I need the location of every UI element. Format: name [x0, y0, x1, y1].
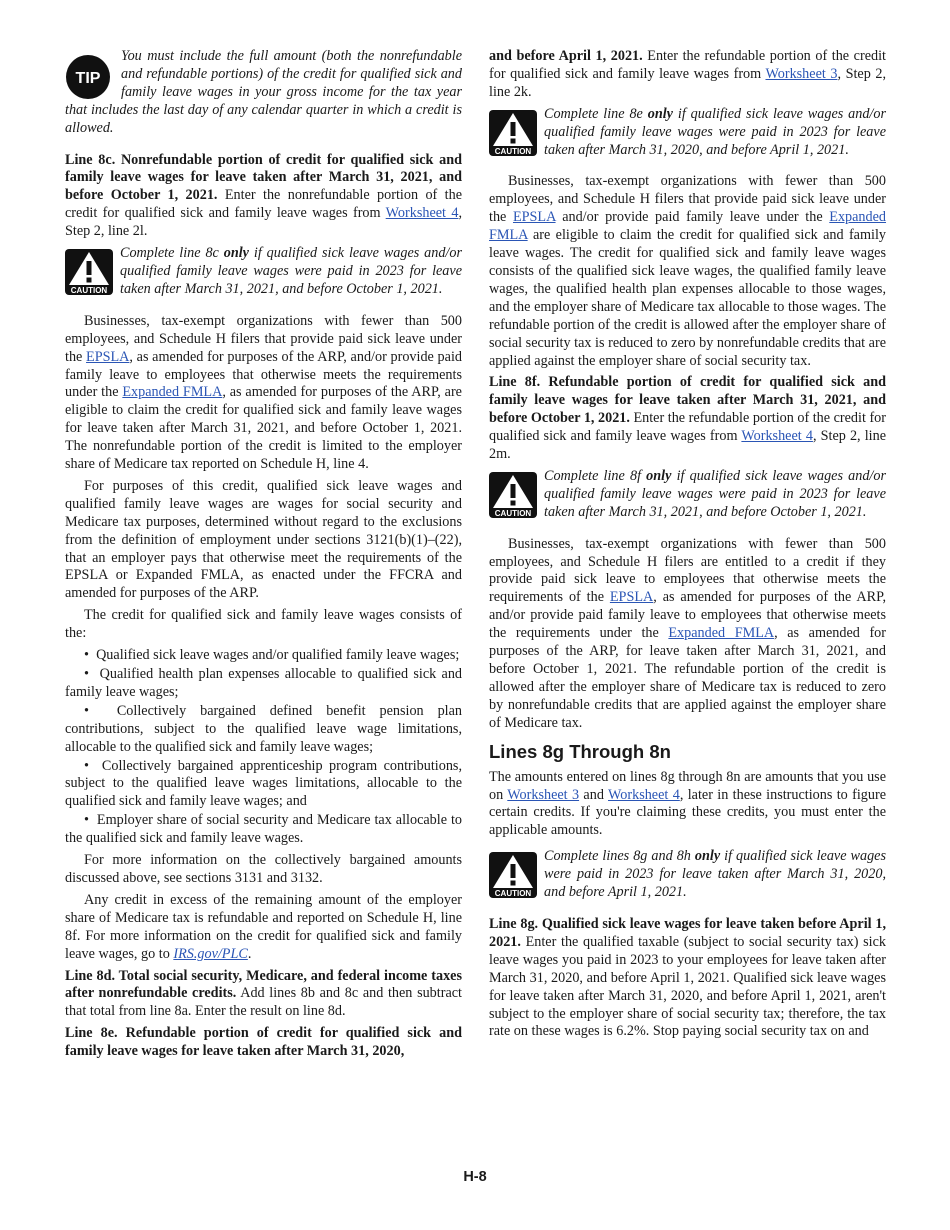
- caution-note-8c: CAUTION Complete line 8c only if qualified sick leave wages and/or qualified family leave wages were paid in 2023 for leave taken after March 31, 2021, and before October 1, 2021.: [65, 245, 462, 305]
- caution-icon: [65, 249, 113, 295]
- caution-note-8e: CAUTION Complete line 8e only if qualified sick leave wages and/or qualified family leave wages were paid in 2023 for leave taken after March 31, 2020, and before April 1, 2021.: [489, 106, 886, 166]
- expanded-fmla-link[interactable]: Expanded FMLA: [489, 209, 887, 244]
- list-item: • Qualified health plan expenses allocable to qualified sick and family leave wages;: [65, 666, 463, 700]
- caution-note-8g: CAUTION Complete lines 8g and 8h only if qualified sick leave wages were paid in 2023 for leave taken after March 31, 2020, and before April 1, 2021.: [489, 848, 886, 908]
- eligibility-paragraph: Businesses, tax-exempt organizations with fewer than 500 employees, and Schedule H filers that provide paid sick leave under the EPSLA, as amended for purposes of the ARP, and/or provide paid family leave to employees that otherwise meets the requirements under the Expanded FMLA, as amended for purposes of the ARP, are eligible to claim the credit for qualified sick and family leave wages for leave taken after March 31, 2021, and before October 1, 2021. The nonrefundable portion of the credit is limited to the employer share of Medicare tax reported on Schedule H, line 4.: [65, 312, 462, 473]
- purposes-paragraph: For purposes of this credit, qualified sick leave wages and qualified family leave wages are wages for social security and Medicare tax purposes, determined without regard to the exclusions from the definition of employment under sections 3121(b)(1)–(22), that an employer pays that otherwise meet the requirements of the EPSLA or Expanded FMLA, as enacted under the FFCRA and amended for purposes of the ARP.: [65, 477, 462, 602]
- worksheet-3-link[interactable]: Worksheet 3: [765, 65, 838, 82]
- caution-icon: [489, 110, 537, 156]
- tip-icon: [65, 54, 111, 100]
- worksheet-4-link[interactable]: Worksheet 4: [385, 205, 459, 222]
- eligibility-paragraph-8e: Businesses, tax-exempt organizations with fewer than 500 employees, and Schedule H filers that provide paid sick leave under the EPSLA and/or provide paid family leave under the Expanded FMLA are eligible to claim the credit for qualified sick and family leave wages. The credit for qualified sick and family leave wages consists of the qualified sick leave wages, the qualified family leave wages, the qualified health plan expenses allocable to those wages, and the employer share of Medicare tax allocable to those wages. The refundable portion of the credit is allowed after the employer share of social security tax is reduced to zero by nonrefundable credits that are applied against the employer share of social security tax.: [489, 173, 887, 369]
- tip-text: You must include the full amount (both the nonrefundable and refundable portions) of the credit for qualified sick and family leave wages in your gross income for the tax year that includes the last day of any calendar quarter in which a credit is allowed.: [65, 48, 462, 136]
- worksheet-4-link[interactable]: Worksheet 4: [741, 428, 813, 445]
- entitlement-paragraph-8f: Businesses, tax-exempt organizations with fewer than 500 employees, and Schedule H filers are entitled to a credit if they provide paid sick leave to employees that otherwise meets the requirements of the EPSLA, as amended for purposes of the ARP, and/or provide paid family leave to employees that otherwise meets the requirements under the Expanded FMLA, as amended for purposes of the ARP, for leave taken after March 31, 2021, and before October 1, 2021. The refundable portion of the credit is allowed after the employer share of Medicare tax is reduced to zero by nonrefundable credits that are applied against the employer share of Medicare tax.: [489, 535, 886, 731]
- epsla-link[interactable]: EPSLA: [512, 209, 556, 226]
- list-item: • Collectively bargained apprenticeship program contributions, subject to the qualified leave wages limitations, allocable to the qualified sick and family leave wages; and: [65, 757, 463, 810]
- svg-text:CAUTION: CAUTION: [494, 146, 532, 156]
- line-8c-heading: Line 8c. Nonrefundable portion of credit for qualified sick and family leave wages for leave taken after March 31, 2021, and before October 1, 2021.: [65, 151, 462, 204]
- list-item: • Collectively bargained defined benefit pension plan contributions, subject to the qualified leave wage limitations, allocable to the qualified sick and family leave wages;: [65, 702, 463, 755]
- epsla-link[interactable]: EPSLA: [86, 348, 130, 365]
- line-8e-heading: Line 8e. Refundable portion of credit for qualified sick and family leave wages for leave taken after March 31, 2020,: [65, 1025, 462, 1060]
- consists-paragraph: The credit for qualified sick and family leave wages consists of the:: [65, 607, 462, 642]
- expanded-fmla-link[interactable]: Expanded FMLA: [668, 625, 775, 642]
- excess-credit-paragraph: Any credit in excess of the remaining amount of the employer share of Medicare tax is refundable and reported on Schedule H, line 8f. For more information on the credit for qualified sick and family leave wages, go to IRS.gov/PLC.: [65, 891, 462, 962]
- left-column: [65, 48, 462, 1065]
- right-column: [489, 48, 886, 1045]
- line-8d-paragraph: Line 8d. Total social security, Medicare, and federal income taxes after nonrefundable credits. Add lines 8b and 8c and then subtract that total from line 8a. Enter the result on line 8d.: [65, 967, 462, 1020]
- list-item: • Qualified sick leave wages and/or qualified family leave wages;: [84, 647, 460, 664]
- section-heading: Lines 8g Through 8n: [489, 740, 671, 762]
- list-item: • Employer share of social security and Medicare tax allocable to the qualified sick and family leave wages.: [65, 812, 462, 847]
- caution-icon: [489, 472, 537, 518]
- caution-icon: [489, 852, 537, 898]
- epsla-link[interactable]: EPSLA: [609, 589, 654, 606]
- line-8c-paragraph: Line 8c. Nonrefundable portion of credit for qualified sick and family leave wages for leave taken after March 31, 2021, and before October 1, 2021. Enter the nonrefundable portion of the credit for qualified sick and family leave wages from Worksheet 4, Step 2, line 2l.: [65, 151, 462, 240]
- worksheet-3-link[interactable]: Worksheet 3: [507, 786, 580, 803]
- caution-note-8f: CAUTION Complete line 8f only if qualified sick leave wages and/or qualified family leave wages were paid in 2023 for leave taken after March 31, 2021, and before October 1, 2021.: [489, 468, 886, 528]
- worksheet-4-link[interactable]: Worksheet 4: [608, 786, 680, 803]
- page-number: H-8: [463, 1169, 487, 1185]
- line-8g-paragraph: Line 8g. Qualified sick leave wages for leave taken before April 1, 2021. Enter the qualified taxable (subject to social security tax) sick leave wages you paid in 2023 to your employees for leave taken after March 31, 2020, and before April 1, 2021. Qualified sick leave wages for leave taken after March 31, 2020, and before April 1, 2021, aren't subject to the employer share of social security tax; therefore, the tax rate on these wages is 6.2%. Stop paying social security tax on and: [489, 915, 886, 1040]
- irs-plc-link[interactable]: IRS.gov/PLC: [173, 945, 248, 962]
- tip-note: [65, 48, 462, 144]
- svg-text:CAUTION: CAUTION: [494, 508, 532, 518]
- line-8f-paragraph: Line 8f. Refundable portion of credit for qualified sick and family leave wages for leave taken after March 31, 2021, and before October 1, 2021. Enter the refundable portion of the credit for qualified sick and family leave wages from Worksheet 4, Step 2, line 2m.: [489, 374, 886, 463]
- tip-label: TIP: [75, 70, 101, 87]
- svg-text:CAUTION: CAUTION: [70, 286, 108, 296]
- more-info-paragraph: For more information on the collectively bargained amounts discussed above, see sections 3131 and 3132.: [65, 852, 462, 886]
- svg-text:CAUTION: CAUTION: [494, 889, 532, 899]
- expanded-fmla-link[interactable]: Expanded FMLA: [122, 384, 223, 401]
- lines-8g-8n-paragraph: The amounts entered on lines 8g through 8n are amounts that you use on Worksheet 3 and Worksheet 4, later in these instructions to figure certain credits. If you're claiming these credits, you must enter the applicable amounts.: [489, 768, 887, 839]
- line-8e-continued: and before April 1, 2021. Enter the refundable portion of the credit for qualified sick and family leave wages from Worksheet 3, Step 2, line 2k.: [489, 48, 886, 100]
